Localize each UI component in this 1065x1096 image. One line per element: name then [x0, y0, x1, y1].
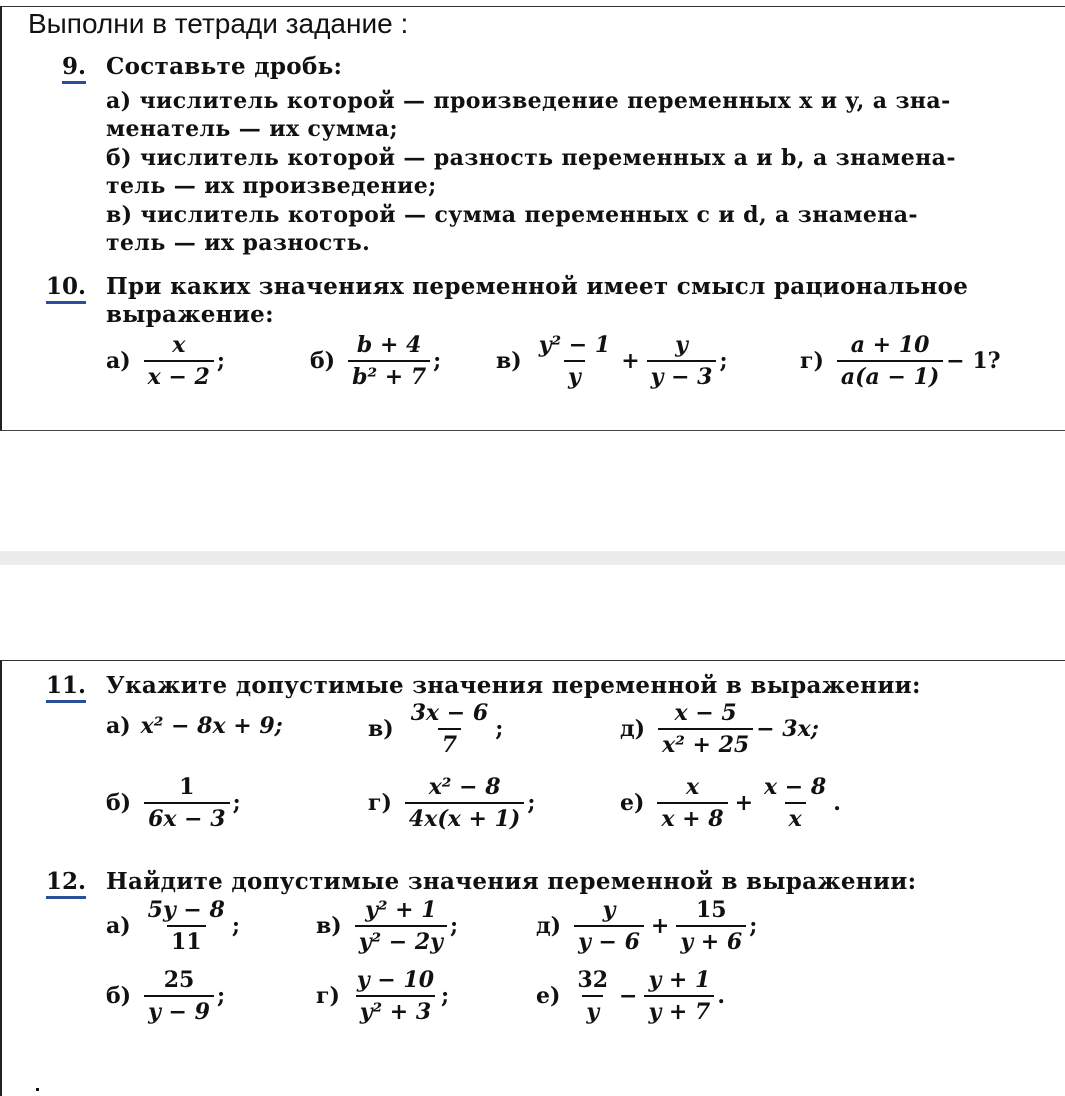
exercise-12-item-a: а) $\frac{5y - 8}{11}$ ;: [106, 897, 240, 955]
fraction: $\frac{y}{y - 3}$: [647, 330, 717, 392]
page-heading: Выполни в тетради задание :: [28, 8, 409, 39]
exercise-9-line-3: б) числитель которой — разность переменных a и b, а знамена-: [106, 145, 956, 171]
exercise-12-item-g: г) $\frac{y - 10}{\text{y² + 3}}$ ;: [316, 967, 450, 1025]
exercise-9-line-1: а) числитель которой — произведение переменных x и y, а зна-: [106, 88, 951, 114]
exercise-11-item-g: г) $\frac{\text{x² − 8}}{4x(x + 1)}$ ;: [368, 774, 536, 832]
exercise-10-item-a: а) $\frac{x}{x - 2}$ ;: [106, 332, 225, 390]
exercise-9-title: Составьте дробь:: [106, 53, 343, 80]
exercise-11-title: Укажите допустимые значения переменной в выражении:: [106, 672, 921, 699]
separator-band: [0, 551, 1065, 565]
fraction: $\frac{32}{y}$: [577, 967, 609, 1025]
fraction: $\frac{5y - 8}{11}$: [147, 897, 225, 955]
exercise-12-item-v: в) $\frac{\text{y² + 1}}{\text{y² − 2y}}$ ;: [316, 897, 459, 955]
exercise-12-item-b: б) $\frac{25}{y - 9}$ ;: [106, 967, 226, 1025]
fraction: $\frac{x - 5}{\text{x² + 25}}$: [658, 698, 753, 760]
exercise-11-number: 11.: [46, 672, 87, 699]
exercise-12-title: Найдите допустимые значения переменной в выражении:: [106, 868, 917, 895]
exercise-9-line-5: в) числитель которой — сумма переменных c и d, а знамена-: [106, 202, 918, 228]
fraction: $\frac{a + 10}{a(a - 1)}$: [837, 330, 943, 392]
fraction: $\frac{\text{y² − 1}}{y}$: [538, 332, 611, 390]
fraction: $\frac{\text{x² − 8}}{4x(x + 1)}$: [405, 772, 524, 834]
exercise-11-item-d: д) $\frac{x - 5}{\text{x² + 25}}$ − 3x;: [620, 700, 819, 758]
fraction: $\frac{y}{y - 6}$: [574, 895, 644, 957]
fraction: $\frac{3x - 6}{7}$: [410, 700, 489, 758]
exercise-10-title: При каких значениях переменной имеет смысл рациональное: [106, 273, 969, 300]
stray-mark: [36, 1088, 39, 1091]
fraction: $\frac{\text{y² + 1}}{\text{y² − 2y}}$: [355, 895, 447, 957]
exercise-11-item-e: е) $\frac{x}{x + 8}$ + $\frac{x - 8}{x}$ .: [620, 774, 841, 832]
exercise-9-line-4: тель — их произведение;: [106, 173, 437, 199]
exercise-10-number: 10.: [46, 273, 87, 300]
fraction: $\frac{x - 8}{x}$: [764, 774, 827, 832]
fraction: $\frac{x}{x + 8}$: [657, 772, 727, 834]
exercise-11-item-a: а) x² − 8x + 9;: [106, 713, 283, 739]
exercise-10-item-v: в) $\frac{\text{y² − 1}}{y}$ + $\frac{y}{y - 3}$ ;: [496, 332, 728, 390]
fraction: $\frac{y + 1}{y + 7}$: [644, 965, 714, 1027]
exercise-10-item-b: б) $\frac{b + 4}{\text{b² + 7}}$ ;: [310, 332, 442, 390]
fraction: $\frac{1}{6x - 3}$: [144, 772, 229, 834]
fraction: $\frac{25}{y - 9}$: [144, 965, 214, 1027]
exercise-9-line-6: тель — их разность.: [106, 230, 371, 256]
exercise-10-title-cont: выражение:: [106, 301, 274, 328]
exercise-9-number: 9.: [62, 53, 87, 80]
exercise-12-number: 12.: [46, 868, 87, 895]
exercise-12-item-d: д) $\frac{y}{y - 6}$ + $\frac{15}{y + 6}$ ;: [536, 897, 758, 955]
exercise-12-item-e: е) $\frac{32}{y}$ − $\frac{y + 1}{y + 7}$ .: [536, 967, 725, 1025]
fraction: $\frac{b + 4}{\text{b² + 7}}$: [348, 330, 430, 392]
fraction: $\frac{15}{y + 6}$: [676, 895, 746, 957]
fraction: $\frac{y - 10}{\text{y² + 3}}$: [356, 967, 435, 1025]
fraction: $\frac{x}{x - 2}$: [144, 330, 214, 392]
exercise-11-item-b: б) $\frac{1}{6x - 3}$ ;: [106, 774, 241, 832]
exercise-11-item-v: в) $\frac{3x - 6}{7}$ ;: [368, 700, 504, 758]
exercise-9-line-2: менатель — их сумма;: [106, 116, 399, 142]
exercise-10-item-g: г) $\frac{a + 10}{a(a - 1)}$ − 1?: [800, 332, 1001, 390]
